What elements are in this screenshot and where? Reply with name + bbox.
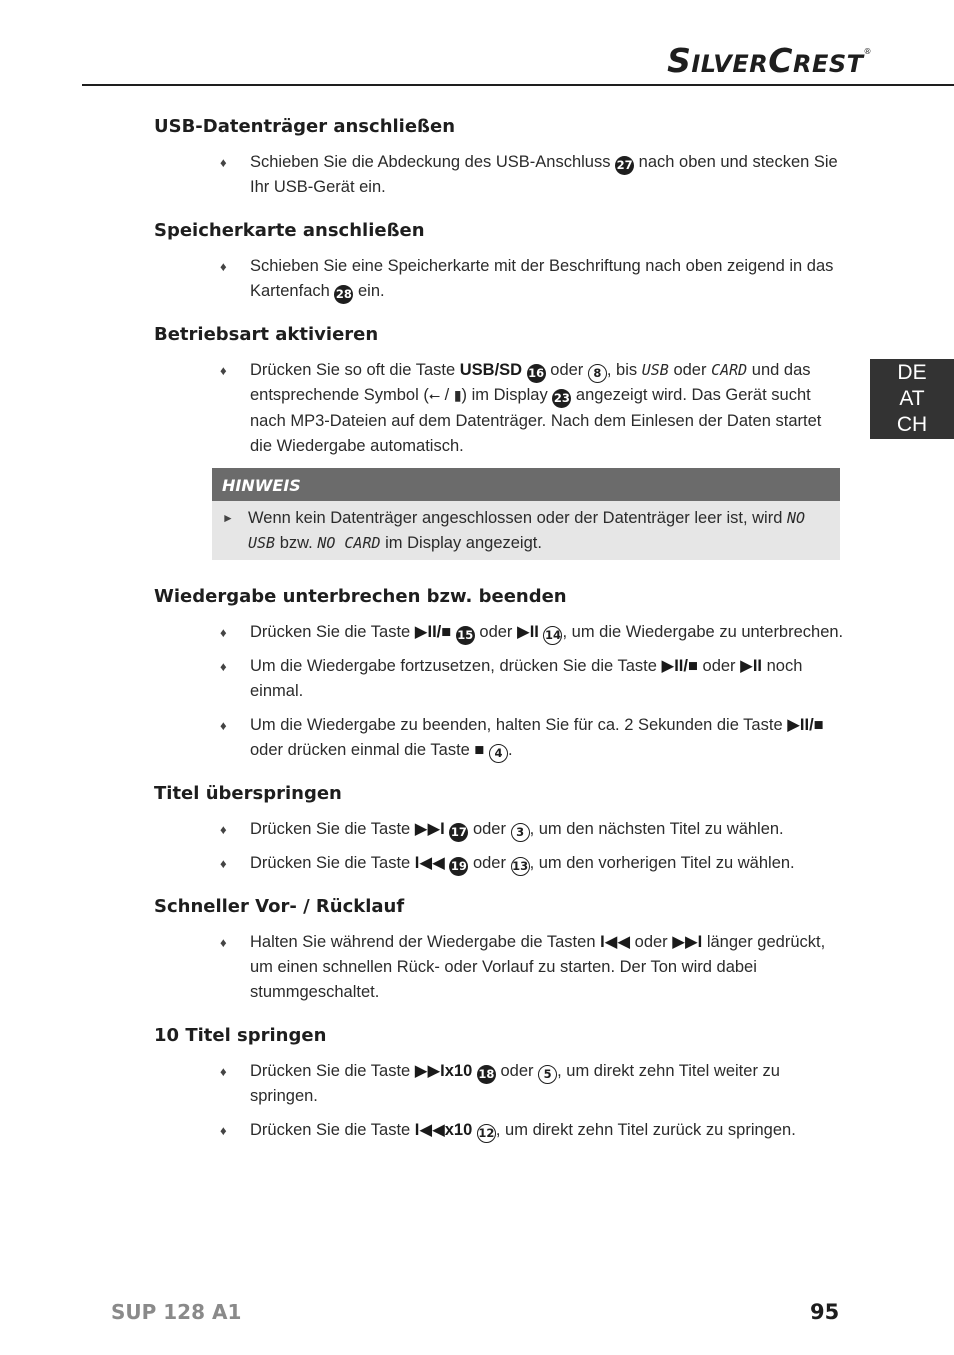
text-run: bzw. — [279, 534, 313, 552]
text-run: Um die Wiedergabe zu beenden, halten Sie für ca. 2 Sekunden die Taste — [250, 716, 783, 734]
text-run: oder — [500, 1062, 534, 1080]
text-run: / — [440, 386, 454, 404]
section-title: Wiedergabe unterbrechen bzw. beenden — [154, 586, 567, 607]
previous-key: I◀◀ — [414, 854, 445, 872]
callout-number: 8 — [588, 364, 607, 383]
text-run: , um den nächsten Titel zu wählen. — [529, 820, 784, 838]
play-pause-key: ▶II — [517, 623, 539, 641]
next-key: ▶▶I — [414, 820, 445, 838]
text-run: ein. — [358, 282, 385, 300]
silvercrest-logo: SILVERCREST® — [667, 41, 872, 80]
previous-key: I◀◀ — [600, 933, 631, 951]
list-item — [154, 620, 844, 645]
text-run: Drücken Sie die Taste — [250, 1062, 411, 1080]
text-run: Schieben Sie die Abdeckung des USB-Anschluss — [250, 153, 611, 171]
text-run: Drücken Sie die Taste — [250, 854, 411, 872]
model-number: SUP 128 A1 — [111, 1300, 242, 1324]
text-run: im Display angezeigt. — [385, 534, 542, 552]
text-run: oder — [634, 933, 668, 951]
list-item — [154, 254, 844, 304]
text-run: angezeigt wird. Das Gerät sucht nach MP3-Dateien auf dem Datenträger. Nach dem Einlesen der Daten startet die Wiedergabe automatisch. — [250, 386, 822, 455]
lang-de: DE — [897, 361, 927, 384]
section-title: Speicherkarte anschließen — [154, 220, 425, 241]
header-rule — [82, 84, 954, 86]
section-card — [154, 218, 844, 304]
list-item — [154, 654, 844, 704]
text-run: oder drücken einmal die Taste — [250, 741, 470, 759]
arrow-right-icon: ► — [222, 511, 234, 525]
key-label: USB/SD — [459, 361, 523, 379]
text-run: Um die Wiedergabe fortzusetzen, drücken Sie die Taste — [250, 657, 657, 675]
note-box — [212, 468, 840, 560]
list-item — [154, 930, 844, 1005]
callout-number: 5 — [538, 1065, 557, 1084]
text-run: oder — [472, 820, 506, 838]
text-run: S — [667, 41, 692, 80]
lang-at: AT — [899, 387, 925, 410]
section-title: USB-Datenträger anschließen — [154, 116, 456, 137]
text-run: REST — [792, 50, 864, 78]
display-text: USB — [641, 361, 669, 379]
text-run: Drücken Sie die Taste — [250, 623, 411, 641]
section-pause — [154, 584, 844, 763]
callout-number: 14 — [543, 626, 562, 645]
section-title: Betriebsart aktivieren — [154, 324, 379, 345]
stop-key: ■ — [474, 741, 485, 759]
bullet-diamond-icon: ♦ — [220, 1123, 227, 1138]
page-number: 95 — [810, 1300, 840, 1324]
list-item — [154, 713, 844, 763]
bullet-diamond-icon: ♦ — [220, 659, 227, 674]
bullet-diamond-icon: ♦ — [220, 363, 227, 378]
callout-number: 13 — [511, 857, 530, 876]
callout-number: 27 — [615, 156, 634, 175]
play-pause-stop-key: ▶II/■ — [787, 716, 824, 734]
display-text: NO USB — [248, 509, 806, 552]
bullet-diamond-icon: ♦ — [220, 718, 227, 733]
bullet-diamond-icon: ♦ — [220, 625, 227, 640]
bullet-diamond-icon: ♦ — [220, 1064, 227, 1079]
section-title: Schneller Vor- / Rücklauf — [154, 896, 405, 917]
text-run: . — [507, 741, 513, 759]
lang-ch: CH — [896, 413, 928, 436]
section-title: 10 Titel springen — [154, 1025, 327, 1046]
bullet-diamond-icon: ♦ — [220, 259, 227, 274]
callout-number: 15 — [456, 626, 475, 645]
text-run: , um direkt zehn Titel weiter zu springen. — [250, 1062, 780, 1105]
text-run: ) im Display — [461, 386, 548, 404]
text-run: noch einmal. — [250, 657, 803, 700]
callout-number: 4 — [489, 744, 508, 763]
text-run: Schieben Sie eine Speicherkarte mit der Beschriftung nach oben zeigend in das Kartenfach — [250, 257, 834, 300]
text-run: und das entsprechende Symbol ( — [250, 361, 811, 404]
list-item — [154, 358, 844, 459]
note-heading: HINWEIS — [212, 468, 840, 501]
text-run: nach oben und stecken Sie Ihr USB-Gerät ein. — [250, 153, 838, 196]
text-run: ILVER — [691, 50, 769, 78]
section-ten — [154, 1023, 844, 1143]
language-tab — [870, 359, 954, 439]
callout-number: 18 — [477, 1065, 496, 1084]
callout-number: 16 — [527, 364, 546, 383]
list-item — [154, 817, 844, 842]
callout-number: 19 — [449, 857, 468, 876]
next-key: ▶▶I — [672, 933, 703, 951]
text-run: , um die Wiedergabe zu unterbrechen. — [562, 623, 844, 641]
display-text: NO CARD — [317, 534, 381, 552]
text-run: Drücken Sie die Taste — [250, 820, 411, 838]
section-fast — [154, 894, 844, 1005]
sd-card-symbol-icon: ▮ — [453, 388, 462, 404]
skip-ten-forward-key: ▶▶Ix10 — [414, 1062, 473, 1080]
text-run: Drücken Sie so oft die Taste — [250, 361, 456, 379]
play-pause-stop-key: ▶II/■ — [661, 657, 698, 675]
text-run: oder — [472, 854, 506, 872]
callout-number: 3 — [511, 823, 530, 842]
text-run: oder — [673, 361, 707, 379]
play-pause-stop-key: ▶II/■ — [414, 623, 452, 641]
play-pause-key: ▶II — [740, 657, 763, 675]
bullet-diamond-icon: ♦ — [220, 935, 227, 950]
callout-number: 12 — [477, 1124, 496, 1143]
skip-ten-back-key: I◀◀x10 — [414, 1121, 473, 1139]
callout-number: 28 — [334, 285, 353, 304]
text-run: oder — [702, 657, 736, 675]
bullet-diamond-icon: ♦ — [220, 856, 227, 871]
display-text: CARD — [711, 361, 748, 379]
callout-number: 17 — [449, 823, 468, 842]
bullet-diamond-icon: ♦ — [220, 822, 227, 837]
usb-symbol-icon: ⭠ — [428, 388, 441, 404]
section-mode — [154, 322, 844, 459]
text-run: , um direkt zehn Titel zurück zu springen. — [495, 1121, 796, 1139]
text-run: Wenn kein Datenträger angeschlossen oder der Datenträger leer ist, wird — [248, 509, 783, 527]
text-run: C — [768, 41, 793, 80]
section-usb — [154, 114, 844, 200]
bullet-diamond-icon: ♦ — [220, 155, 227, 170]
section-title: Titel überspringen — [154, 783, 342, 804]
section-skip — [154, 781, 844, 876]
text-run: , bis — [606, 361, 638, 379]
note-body — [212, 501, 840, 560]
list-item — [154, 1059, 844, 1109]
list-item — [154, 1118, 844, 1143]
text-run: , um den vorherigen Titel zu wählen. — [529, 854, 795, 872]
page-content — [154, 114, 844, 1161]
text-run: Halten Sie während der Wiedergabe die Tasten — [250, 933, 596, 951]
text-run: Drücken Sie die Taste — [250, 1121, 411, 1139]
text-run: oder — [479, 623, 513, 641]
text-run: länger gedrückt, um einen schnellen Rück- oder Vorlauf zu starten. Der Ton wird dabei stummgeschaltet. — [250, 933, 826, 1001]
list-item — [154, 150, 844, 200]
list-item — [154, 851, 844, 876]
callout-number: 23 — [552, 389, 571, 408]
text-run: oder — [550, 361, 584, 379]
